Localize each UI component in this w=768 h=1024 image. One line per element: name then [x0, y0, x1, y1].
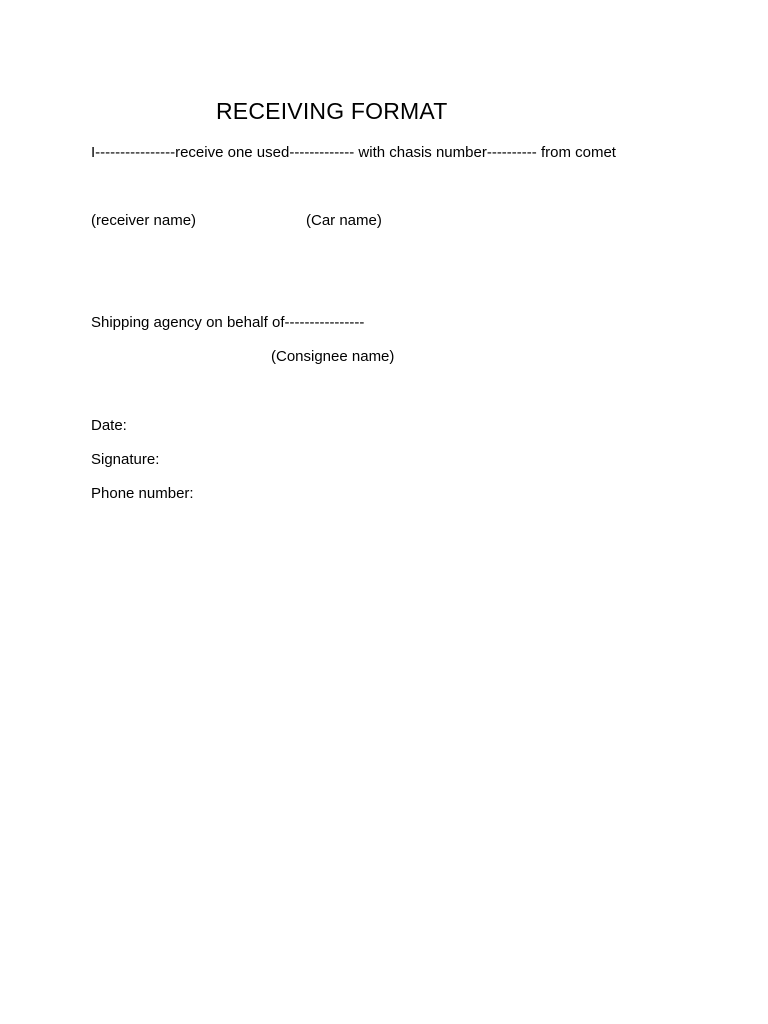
car-name-hint: (Car name) — [306, 212, 382, 229]
receiver-name-hint: (receiver name) — [91, 212, 197, 229]
phone-number-label: Phone number: — [91, 485, 194, 502]
shipping-agency-line: Shipping agency on behalf of---------------- — [91, 314, 365, 331]
document-title: RECEIVING FORMAT — [216, 98, 448, 124]
date-label: Date: — [91, 417, 127, 434]
signature-label: Signature: — [91, 451, 160, 468]
consignee-name-hint: (Consignee name) — [271, 348, 395, 365]
receipt-statement: I----------------receive one used------------- with chasis number---------- from comet — [91, 144, 616, 161]
